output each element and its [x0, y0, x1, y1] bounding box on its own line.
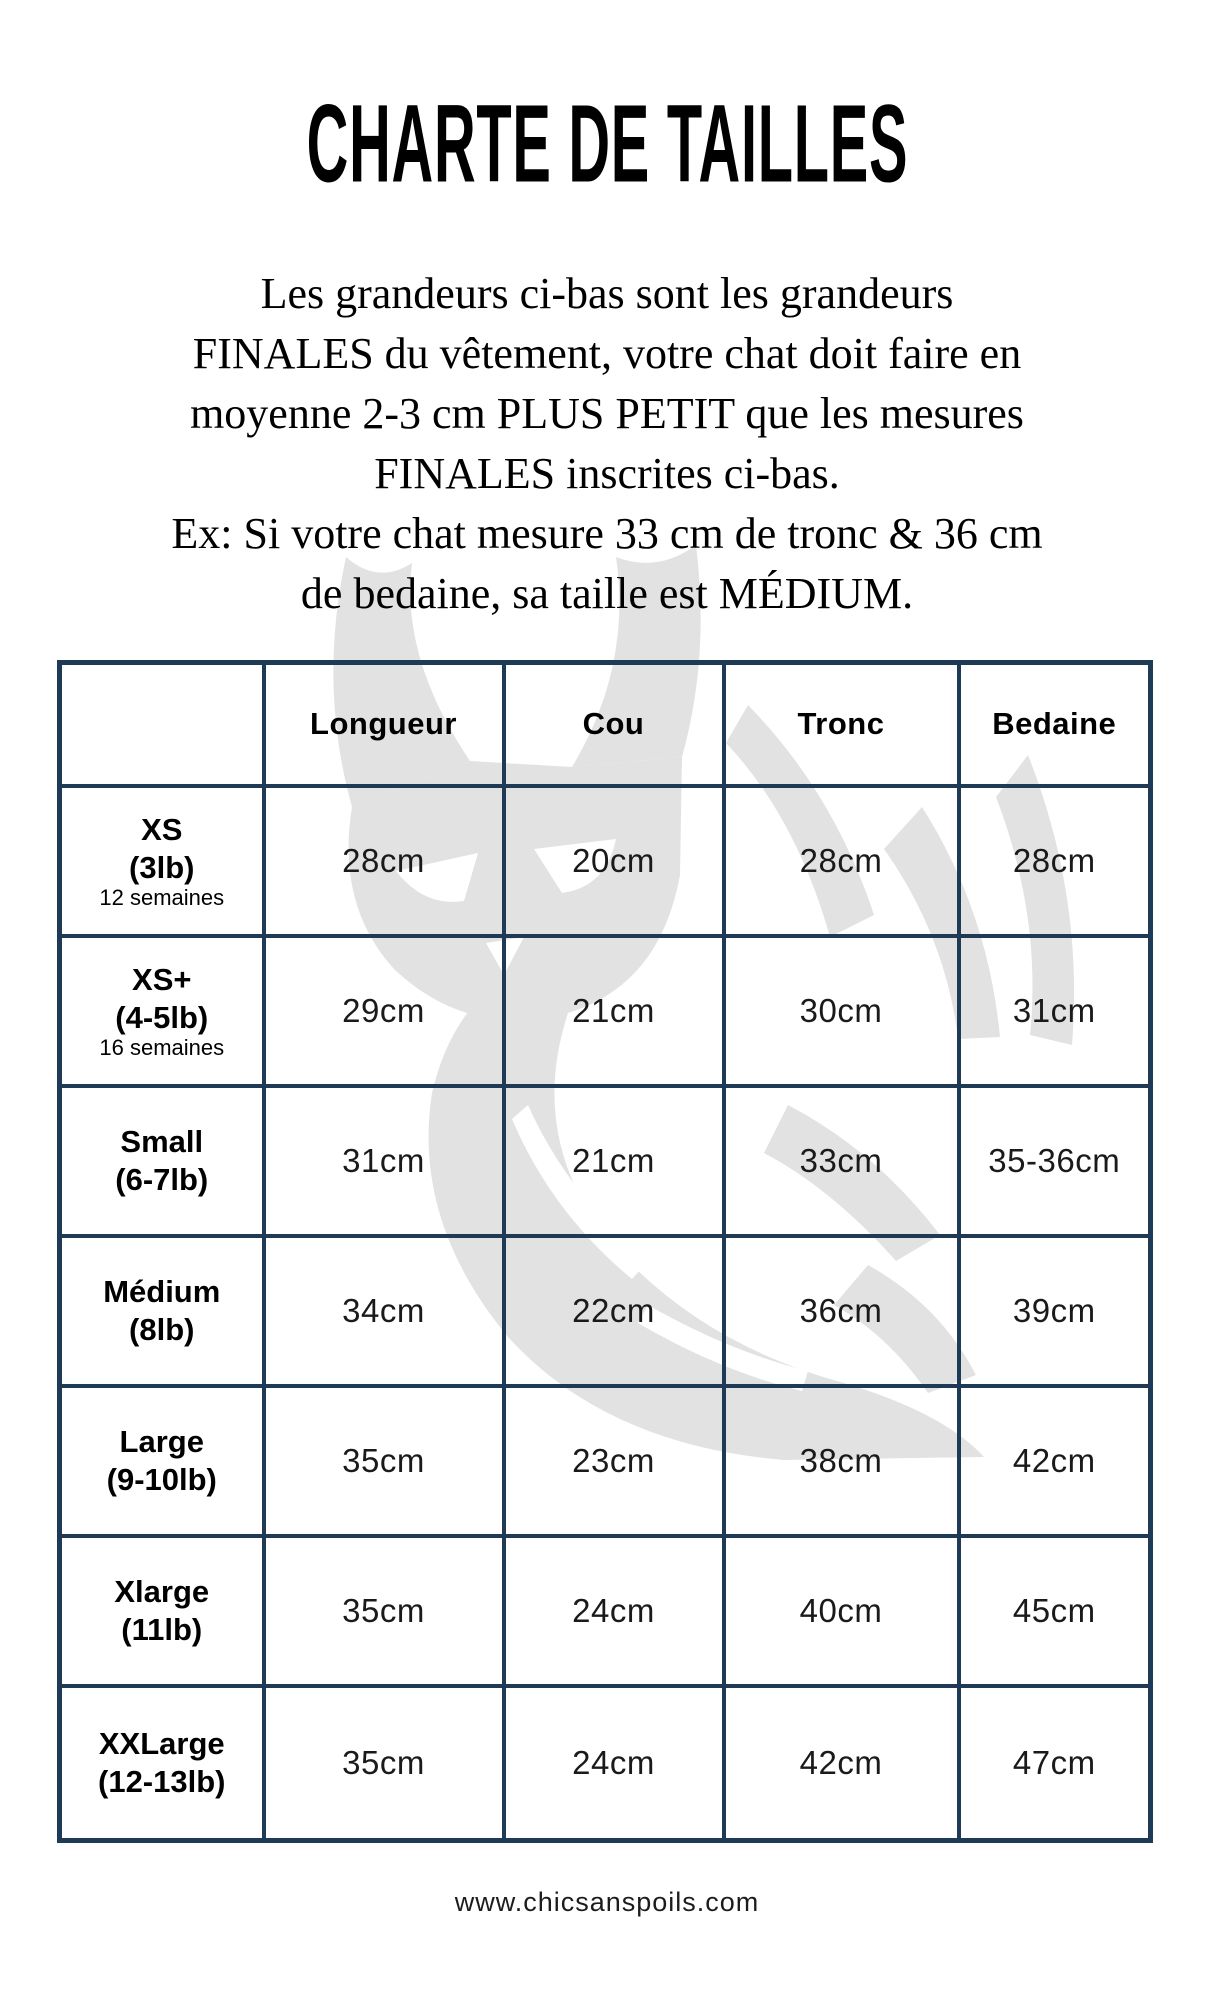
size-weight: (9-10lb) [106, 1461, 217, 1497]
value-cou: 21cm [504, 1086, 724, 1236]
website-url: www.chicsanspoils.com [454, 1887, 760, 1917]
table-row-medium [60, 1236, 1151, 1386]
size-name: Xlarge [114, 1573, 210, 1609]
size-weight: (11lb) [121, 1611, 203, 1647]
value-cou: 20cm [504, 786, 724, 936]
value-tronc: 28cm [724, 786, 959, 936]
value-cou: 21cm [504, 936, 724, 1086]
size-weight: (4-5lb) [115, 1000, 209, 1035]
size-age-note: 12 semaines [99, 885, 225, 910]
intro-paragraph [0, 264, 1214, 624]
header-empty [60, 663, 264, 786]
intro-line: de bedaine, sa taille est MÉDIUM. [300, 569, 914, 618]
value-longueur: 29cm [264, 936, 504, 1086]
intro-line: Les grandeurs ci-bas sont les grandeurs [260, 269, 954, 318]
size-name: XXLarge [98, 1725, 225, 1761]
intro-line: FINALES du vêtement, votre chat doit faire en [192, 329, 1022, 378]
value-cou: 24cm [504, 1686, 724, 1841]
table-header-row [60, 663, 1151, 786]
value-longueur: 35cm [264, 1536, 504, 1686]
value-longueur: 35cm [264, 1386, 504, 1536]
intro-line: Ex: Si votre chat mesure 33 cm de tronc & 36 cm [171, 509, 1043, 558]
value-longueur: 34cm [264, 1236, 504, 1386]
size-name: XS+ [132, 962, 192, 997]
title-block [0, 0, 1214, 206]
intro-line: moyenne 2-3 cm PLUS PETIT que les mesures [190, 389, 1024, 438]
value-bedaine: 42cm [959, 1386, 1151, 1536]
value-tronc: 36cm [724, 1236, 959, 1386]
value-bedaine: 28cm [959, 786, 1151, 936]
value-longueur: 28cm [264, 786, 504, 936]
table-row-xxlarge [60, 1686, 1151, 1841]
value-bedaine: 45cm [959, 1536, 1151, 1686]
value-tronc: 30cm [724, 936, 959, 1086]
value-cou: 24cm [504, 1536, 724, 1686]
size-table [57, 660, 1153, 1843]
value-tronc: 40cm [724, 1536, 959, 1686]
table-row-xs-plus [60, 936, 1151, 1086]
value-longueur: 31cm [264, 1086, 504, 1236]
size-name: Large [119, 1423, 204, 1459]
value-cou: 22cm [504, 1236, 724, 1386]
value-tronc: 33cm [724, 1086, 959, 1236]
value-bedaine: 47cm [959, 1686, 1151, 1841]
size-weight: (12-13lb) [98, 1763, 226, 1799]
size-name: Small [120, 1123, 204, 1159]
table-row-xlarge [60, 1536, 1151, 1686]
header-longueur: Longueur [264, 663, 504, 786]
header-cou: Cou [504, 663, 724, 786]
header-tronc: Tronc [724, 663, 959, 786]
table-row-large [60, 1386, 1151, 1536]
value-bedaine: 35-36cm [959, 1086, 1151, 1236]
intro-line: FINALES inscrites ci-bas. [374, 449, 840, 498]
value-cou: 23cm [504, 1386, 724, 1536]
size-name: XS [141, 812, 183, 847]
size-age-note: 16 semaines [99, 1035, 225, 1060]
table-row-xs [60, 786, 1151, 936]
value-longueur: 35cm [264, 1686, 504, 1841]
value-tronc: 38cm [724, 1386, 959, 1536]
table-row-small [60, 1086, 1151, 1236]
size-weight: (3lb) [129, 850, 195, 885]
value-bedaine: 39cm [959, 1236, 1151, 1386]
value-tronc: 42cm [724, 1686, 959, 1841]
header-bedaine: Bedaine [959, 663, 1151, 786]
page-title: CHARTE DE TAILLES [306, 80, 908, 206]
value-bedaine: 31cm [959, 936, 1151, 1086]
size-weight: (6-7lb) [115, 1161, 209, 1197]
size-weight: (8lb) [129, 1311, 195, 1347]
size-name: Médium [103, 1273, 221, 1309]
